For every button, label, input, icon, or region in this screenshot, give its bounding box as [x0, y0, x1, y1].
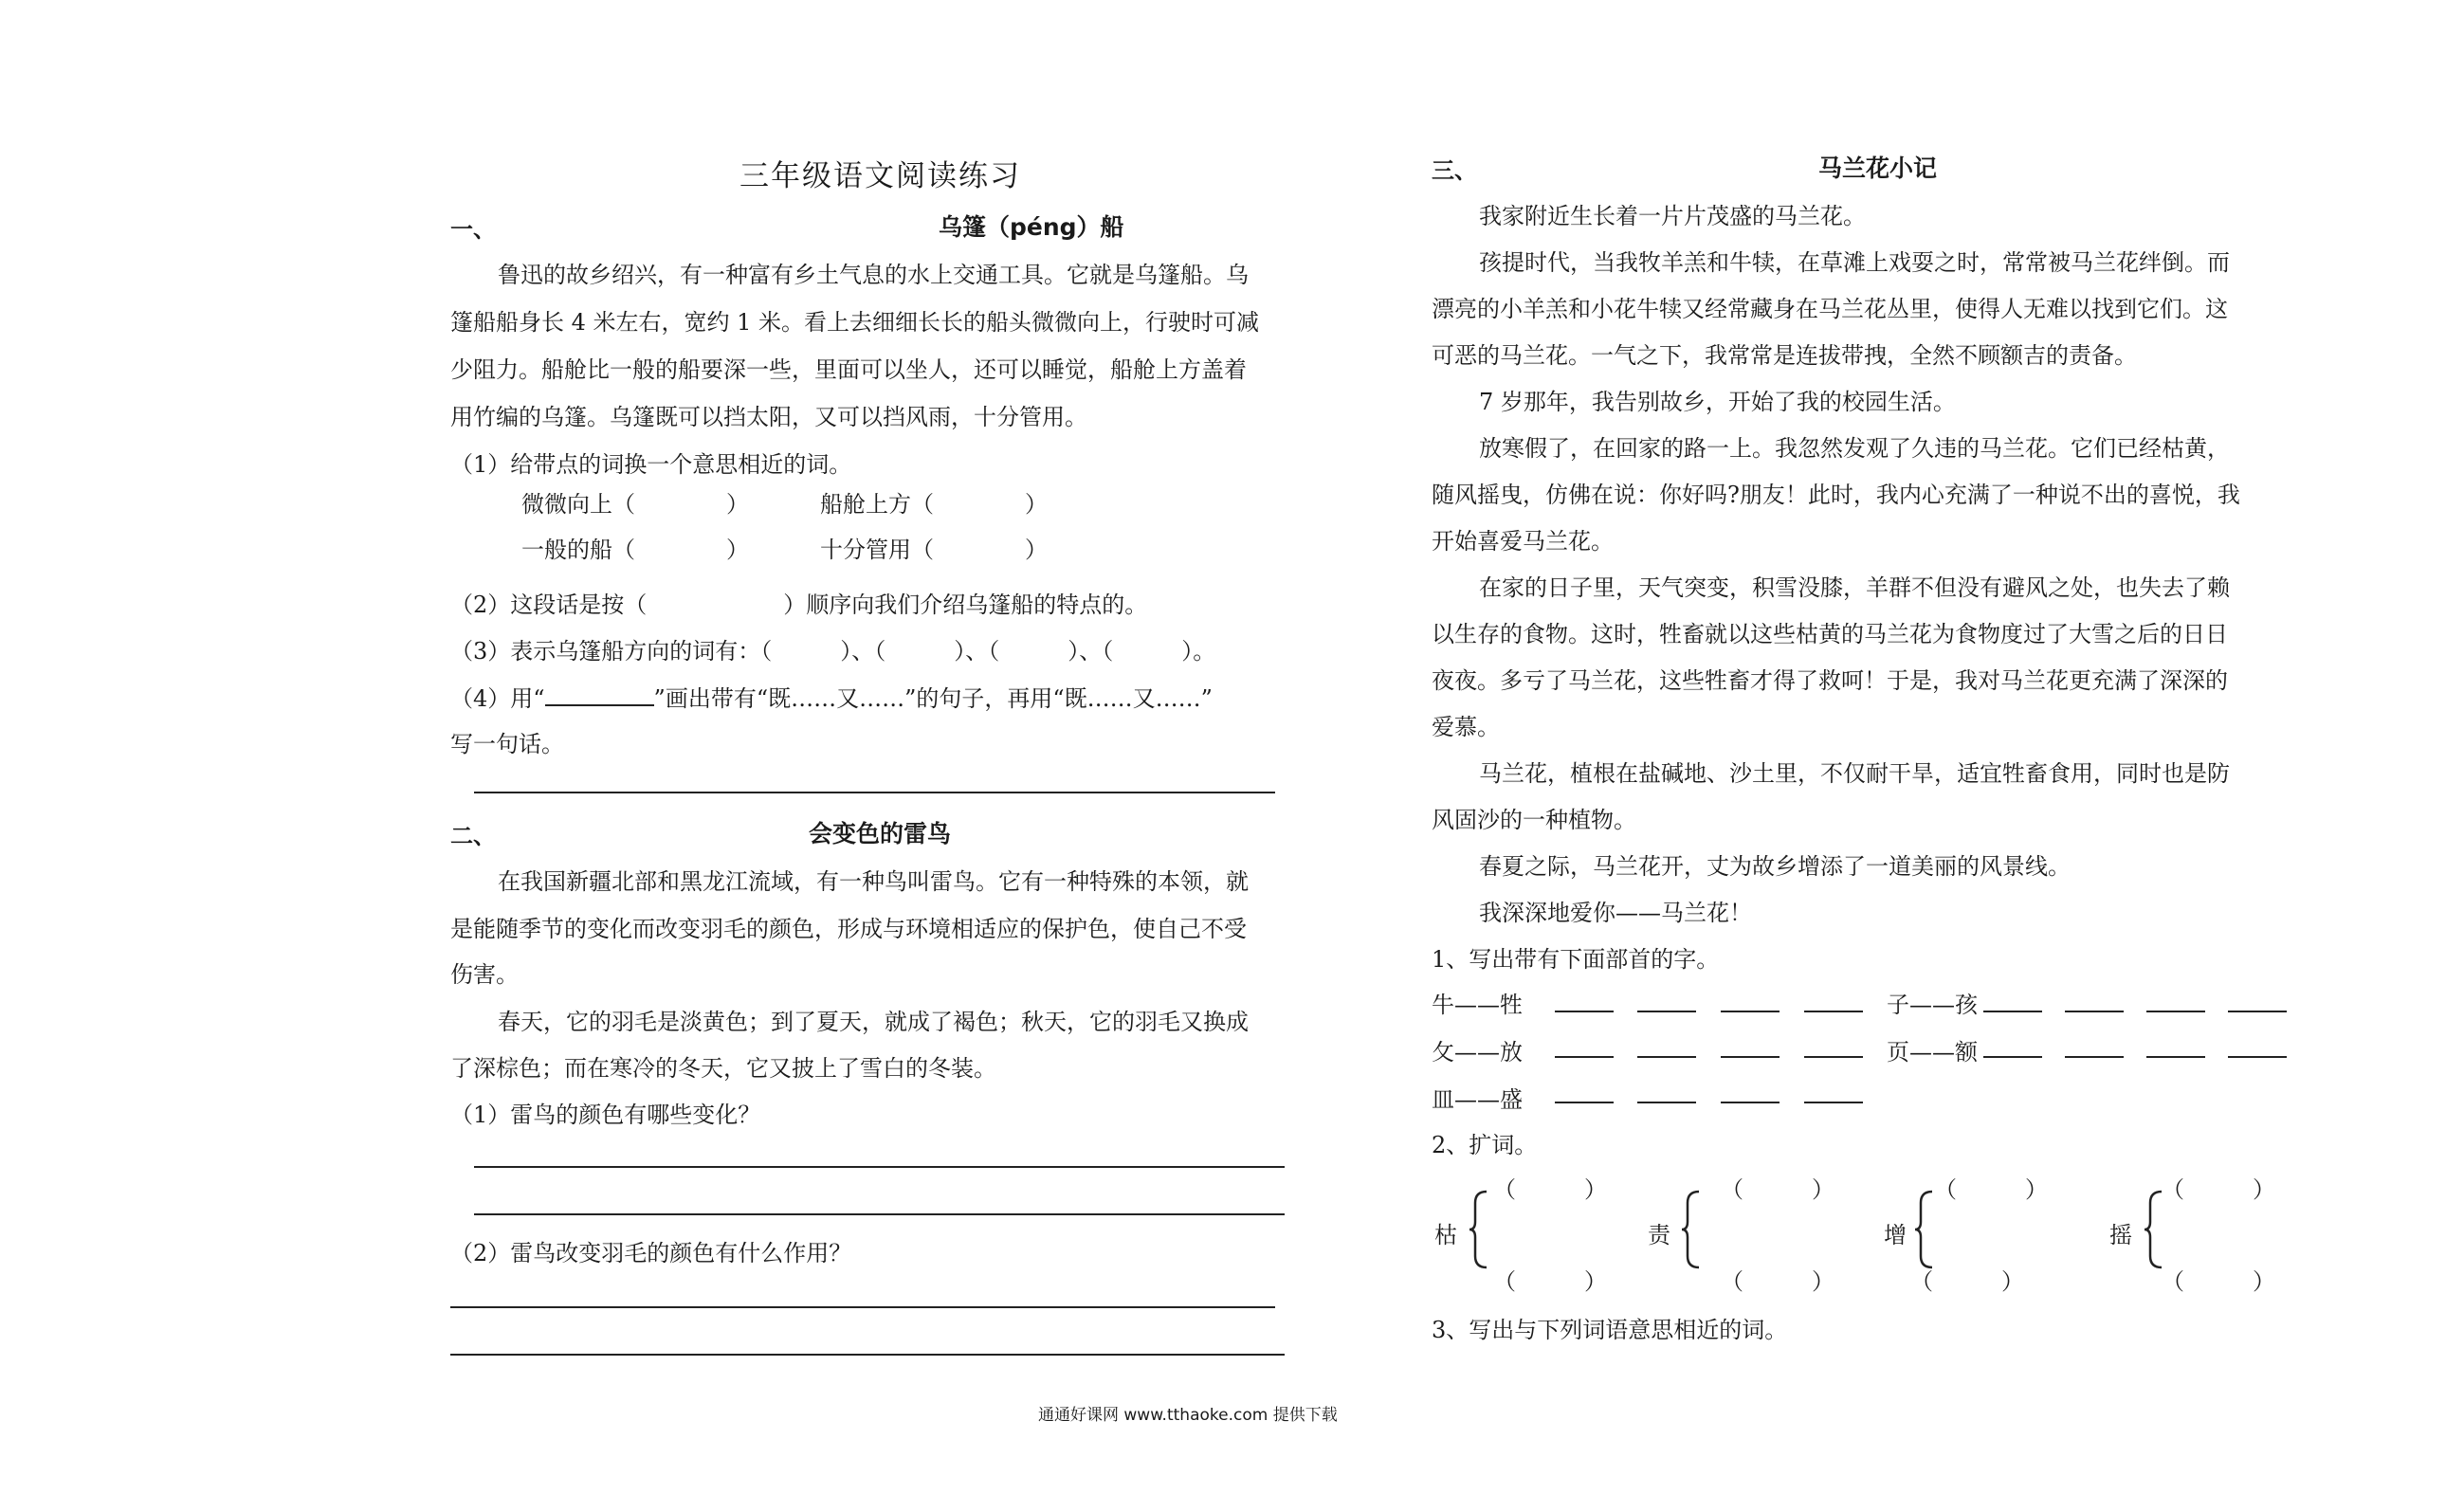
blank-line[interactable]: [1637, 1011, 1696, 1012]
s1-q1-item: 十分管用（ ）: [820, 537, 1048, 563]
blank-line[interactable]: [1555, 1056, 1614, 1058]
expand-paren[interactable]: （ ）: [1493, 1176, 1607, 1203]
blank-line[interactable]: [1804, 1102, 1863, 1103]
blank-line[interactable]: [2146, 1056, 2205, 1058]
s3-paragraph-line: 可恶的马兰花。一气之下，我常常是连拔带拽，全然不顾额吉的责备。: [1432, 342, 2137, 369]
expand-paren[interactable]: （ ）: [1721, 1176, 1834, 1203]
s3-paragraph-line: 随风摇曳，仿佛在说：你好吗?朋友！此时，我内心充满了一种说不出的喜悦，我: [1432, 482, 2240, 508]
section-2-title: 会变色的雷鸟: [809, 820, 952, 847]
answer-line[interactable]: [450, 1306, 1275, 1308]
s1-question-2: （2）这段话是按（ ）顺序向我们介绍乌篷船的特点的。: [450, 592, 1148, 618]
s3-question-2: 2、扩词。: [1432, 1132, 1538, 1158]
section-3-number: 三、: [1432, 156, 1477, 184]
section-1-number: 一、: [450, 215, 496, 243]
s2-paragraph-line: 在我国新疆北部和黑龙江流域，有一种鸟叫雷鸟。它有一种特殊的本领，就: [498, 868, 1249, 895]
expand-char: 增: [1884, 1222, 1907, 1248]
s3-question-3: 3、写出与下列词语意思相近的词。: [1432, 1317, 1788, 1343]
answer-line[interactable]: [450, 1354, 1285, 1356]
expand-char: 枯: [1434, 1222, 1457, 1248]
brace-icon: [1468, 1190, 1490, 1269]
s1-q1-item: 微微向上（ ）: [521, 491, 749, 518]
blank-line[interactable]: [2228, 1011, 2287, 1012]
s2-question-2: （2）雷鸟改变羽毛的颜色有什么作用？: [450, 1240, 852, 1266]
s3-paragraph-line: 风固沙的一种植物。: [1432, 807, 1636, 833]
answer-line[interactable]: [474, 1166, 1285, 1168]
s3-paragraph-line: 春夏之际，马兰花开，丈为故乡增添了一道美丽的风景线。: [1479, 853, 2071, 880]
expand-paren[interactable]: （ ）: [1493, 1268, 1607, 1295]
expand-paren[interactable]: （ ）: [1910, 1268, 2024, 1295]
section-2-number: 二、: [450, 822, 496, 849]
expand-char: 摇: [2109, 1222, 2132, 1248]
s1-question-3: （3）表示乌篷船方向的词有：（ ）、（ ）、（ ）、（ ）。: [450, 638, 1216, 665]
s3-paragraph-line: 以生存的食物。这时，牲畜就以这些枯黄的马兰花为食物度过了大雪之后的日日: [1432, 621, 2228, 647]
s3-paragraph-line: 开始喜爱马兰花。: [1432, 528, 1614, 555]
blank-line[interactable]: [2228, 1056, 2287, 1058]
s1-question-4-cont: 写一句话。: [450, 731, 564, 757]
page-title: 三年级语文阅读练习: [739, 159, 1021, 193]
s1-paragraph-line: 鲁迅的故乡绍兴，有一种富有乡土气息的水上交通工具。它就是乌篷船。乌: [498, 262, 1249, 288]
radical-label: 皿——盛: [1432, 1086, 1523, 1113]
expand-paren[interactable]: （ ）: [2162, 1268, 2275, 1295]
radical-label: 牛——牲: [1432, 992, 1523, 1018]
s3-question-1: 1、写出带有下面部首的字。: [1432, 946, 1720, 973]
s2-question-1: （1）雷鸟的颜色有哪些变化？: [450, 1102, 761, 1128]
blank-line[interactable]: [2065, 1011, 2124, 1012]
blank-line[interactable]: [1804, 1056, 1863, 1058]
s2-paragraph-line: 了深棕色；而在寒冷的冬天，它又披上了雪白的冬装。: [450, 1055, 996, 1082]
s3-paragraph-line: 夜夜。多亏了马兰花，这些牲畜才得了救呵！于是，我对马兰花更充满了深深的: [1432, 667, 2228, 694]
s1-paragraph-line: 篷船船身长 4 米左右，宽约 1 米。看上去细细长长的船头微微向上，行驶时可减: [450, 309, 1260, 336]
blank-line[interactable]: [2065, 1056, 2124, 1058]
s1-q1-item: 船舱上方（ ）: [820, 491, 1048, 518]
radical-label: 子——孩: [1887, 992, 1978, 1018]
answer-line[interactable]: [474, 1213, 1285, 1215]
blank-line[interactable]: [1804, 1011, 1863, 1012]
section-3-title: 马兰花小记: [1818, 155, 1938, 182]
s2-paragraph-line: 是能随季节的变化而改变羽毛的颜色，形成与环境相适应的保护色，使自己不受: [450, 916, 1247, 942]
radical-label: 页——额: [1887, 1039, 1978, 1066]
s3-paragraph-line: 7 岁那年，我告别故乡，开始了我的校园生活。: [1479, 389, 1956, 415]
radical-label: 攵——放: [1432, 1039, 1523, 1066]
brace-icon: [2143, 1190, 2165, 1269]
blank-line[interactable]: [1555, 1102, 1614, 1103]
blank-line[interactable]: [1637, 1056, 1696, 1058]
blank-line[interactable]: [1721, 1102, 1780, 1103]
s3-paragraph-line: 爱慕。: [1432, 714, 1500, 740]
s1-q1-item: 一般的船（ ）: [521, 537, 749, 563]
blank-line[interactable]: [2146, 1011, 2205, 1012]
s1-paragraph-line: 用竹编的乌篷。乌篷既可以挡太阳，又可以挡风雨，十分管用。: [450, 404, 1087, 430]
s3-paragraph-line: 漂亮的小羊羔和小花牛犊又经常藏身在马兰花丛里，使得人无难以找到它们。这: [1432, 296, 2228, 322]
section-1-title: 乌篷（péng）船: [939, 213, 1124, 241]
s1-question-4: （4）用“ ”画出带有“既……又……”的句子，再用“既……又……”: [450, 685, 1213, 712]
expand-paren[interactable]: （ ）: [1721, 1268, 1834, 1295]
brace-icon: [1680, 1190, 1703, 1269]
blank-line[interactable]: [1721, 1011, 1780, 1012]
expand-paren[interactable]: （ ）: [2162, 1176, 2275, 1203]
s3-paragraph-line: 马兰花，植根在盐碱地、沙土里，不仅耐干旱，适宜牲畜食用，同时也是防: [1479, 760, 2230, 787]
s1-paragraph-line: 少阻力。船舱比一般的船要深一些，里面可以坐人，还可以睡觉，船舱上方盖着: [450, 356, 1247, 383]
s1-question-1: （1）给带点的词换一个意思相近的词。: [450, 451, 852, 478]
s3-paragraph-line: 放寒假了，在回家的路一上。我忽然发观了久违的马兰花。它们已经枯黄，: [1479, 435, 2230, 462]
expand-char: 责: [1648, 1222, 1670, 1248]
blank-line[interactable]: [1555, 1011, 1614, 1012]
brace-icon: [1913, 1190, 1936, 1269]
blank-line[interactable]: [1721, 1056, 1780, 1058]
s3-paragraph-line: 我深深地爱你——马兰花！: [1479, 900, 1752, 926]
answer-line[interactable]: [474, 792, 1275, 793]
blank-line[interactable]: [1637, 1102, 1696, 1103]
footer-credit: 通通好课网 www.tthaoke.com 提供下载: [1038, 1406, 1338, 1425]
blank-line[interactable]: [1983, 1056, 2042, 1058]
s3-paragraph-line: 我家附近生长着一片片茂盛的马兰花。: [1479, 203, 1866, 229]
s3-paragraph-line: 孩提时代，当我牧羊羔和牛犊，在草滩上戏耍之时，常常被马兰花绊倒。而: [1479, 249, 2230, 276]
blank-line[interactable]: [1983, 1011, 2042, 1012]
s2-paragraph-line: 伤害。: [450, 961, 519, 988]
expand-paren[interactable]: （ ）: [1934, 1176, 2048, 1203]
underline-sample: [545, 704, 654, 706]
s2-paragraph-line: 春天，它的羽毛是淡黄色；到了夏天，就成了褐色；秋天，它的羽毛又换成: [498, 1009, 1249, 1035]
s3-paragraph-line: 在家的日子里，天气突变，积雪没膝，羊群不但没有避风之处，也失去了赖: [1479, 574, 2230, 601]
